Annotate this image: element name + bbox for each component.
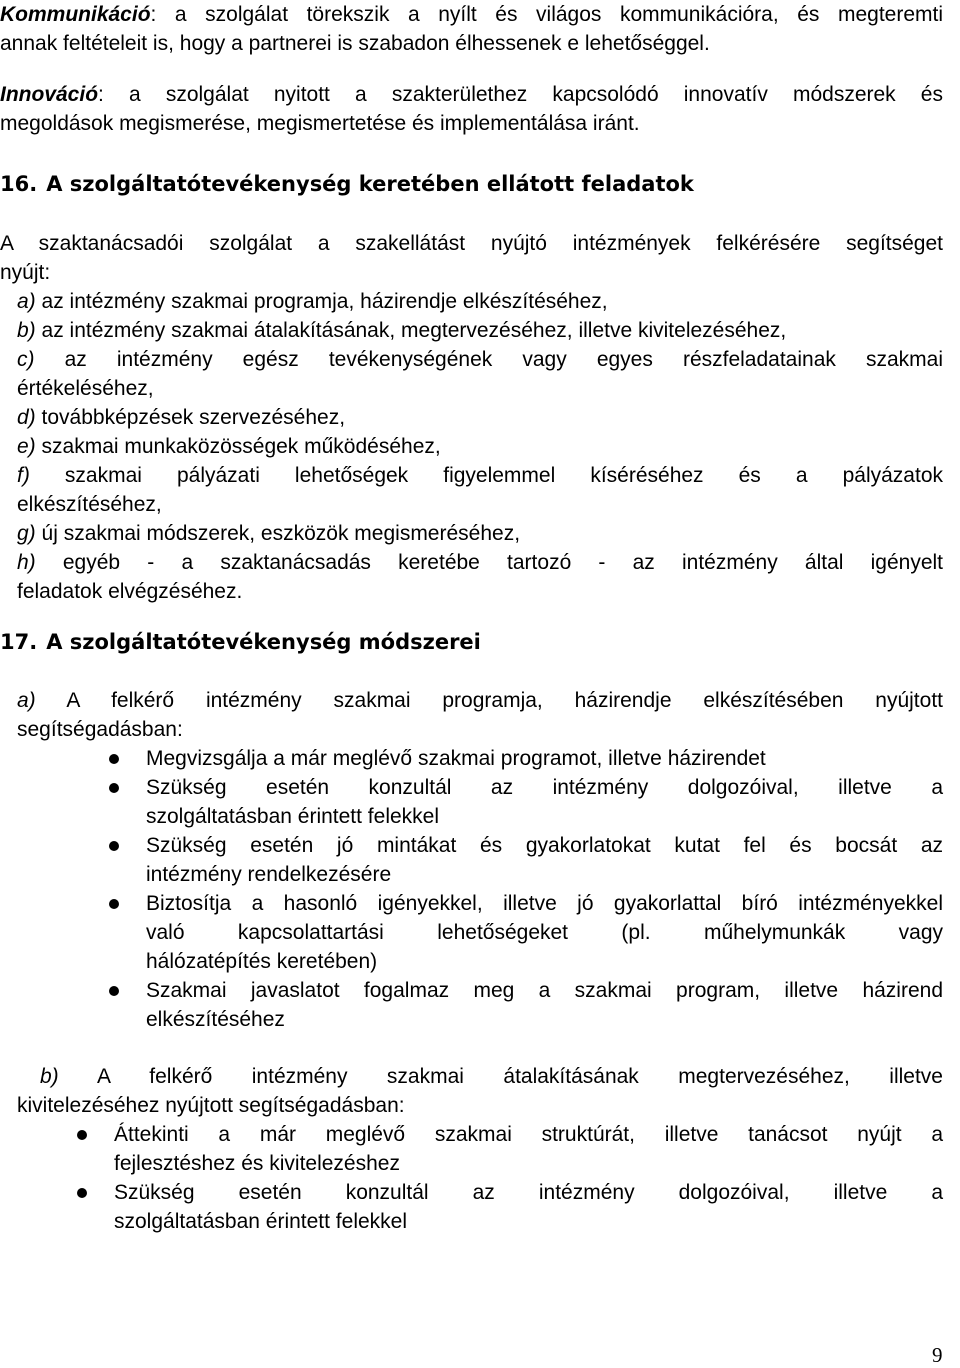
term-label: Kommunikáció [0, 3, 151, 26]
page-number: 9 [932, 1343, 943, 1367]
list-item: Szükség esetén jó mintákat és gyakorlatokat kutat fel és bocsát az intézmény rendelkezésére [146, 831, 943, 889]
bullet-icon [77, 1130, 87, 1140]
part-b-bullet-list [114, 1120, 943, 1236]
list-item: Szükség esetén konzultál az intézmény dolgozóival, illetve a szolgáltatásban érintett felekkel [114, 1178, 943, 1236]
section-17-heading [0, 628, 481, 657]
list-item: g) új szakmai módszerek, eszközök megismeréséhez, [17, 522, 521, 545]
list-item: b) az intézmény szakmai átalakításának, megtervezéséhez, illetve kivitelezéséhez, [17, 319, 787, 342]
section-16-list [17, 287, 943, 606]
paragraph-line: annak feltételeit is, hogy a partnerei is szabadon élhessenek e lehetőséggel. [0, 32, 710, 55]
part-b-intro: b) A felkérő intézmény szakmai átalakításának megtervezéséhez, illetve kivitelezéséhez nyújtott segítségadásban: [17, 1065, 943, 1117]
section-16-intro: A szaktanácsadói szolgálat a szakellátást nyújtó intézmények felkérésére segítséget nyújt: [0, 232, 943, 284]
list-item: Biztosítja a hasonló igényekkel, illetve jó gyakorlattal bíró intézményekkel való kapcsolattartási lehetőségeket (pl. műhelymunkák vagy hálózatépítés keretében) [146, 889, 943, 976]
paragraph-line: Kommunikáció: a szolgálat törekszik a nyílt és világos kommunikációra, és megteremti [0, 3, 943, 26]
list-item: c) az intézmény egész tevékenységének vagy egyes részfeladatainak szakmai értékeléséhez, [17, 348, 943, 400]
paragraph-line: Innováció: a szolgálat nyitott a szakterülethez kapcsolódó innovatív módszerek és [0, 83, 943, 106]
list-item: d) továbbképzések szervezéséhez, [17, 406, 346, 429]
part-a-bullet-list [146, 744, 943, 1034]
section-title: A szolgáltatótevékenység módszerei [46, 630, 481, 654]
section-number: 16. [0, 172, 38, 196]
bullet-icon [109, 754, 119, 764]
list-item: Áttekinti a már meglévő szakmai struktúrát, illetve tanácsot nyújt a fejlesztéshez és kivitelezéshez [114, 1120, 943, 1178]
paragraph-line: megoldások megismerése, megismertetése és implementálása iránt. [0, 112, 640, 135]
list-item: a) az intézmény szakmai programja, házirendje elkészítéséhez, [17, 290, 608, 313]
bullet-icon [109, 986, 119, 996]
paragraph-innovacio [0, 80, 943, 138]
list-item: Megvizsgálja a már meglévő szakmai programot, illetve házirendet [146, 744, 943, 773]
list-item: e) szakmai munkaközösségek működéséhez, [17, 435, 441, 458]
bullet-icon [109, 841, 119, 851]
bullet-icon [77, 1188, 87, 1198]
paragraph-kommunikacio [0, 0, 943, 58]
list-item: Szakmai javaslatot fogalmaz meg a szakmai program, illetve házirend elkészítéséhez [146, 976, 943, 1034]
section-number: 17. [0, 630, 38, 654]
bullet-icon [109, 899, 119, 909]
list-item: Szükség esetén konzultál az intézmény dolgozóival, illetve a szolgáltatásban érintett felekkel [146, 773, 943, 831]
part-a-intro: a) A felkérő intézmény szakmai programja, házirendje elkészítésében nyújtott segítségadásban: [17, 689, 943, 741]
term-label: Innováció [0, 83, 99, 106]
section-title: A szolgáltatótevékenység keretében ellátott feladatok [46, 172, 694, 196]
section-16-heading [0, 170, 694, 199]
list-item: h) egyéb - a szaktanácsadás keretébe tartozó - az intézmény által igényelt feladatok elvégzéséhez. [17, 551, 943, 603]
list-item: f) szakmai pályázati lehetőségek figyelemmel kíséréséhez és a pályázatok elkészítéséhez, [17, 464, 943, 516]
bullet-icon [109, 783, 119, 793]
